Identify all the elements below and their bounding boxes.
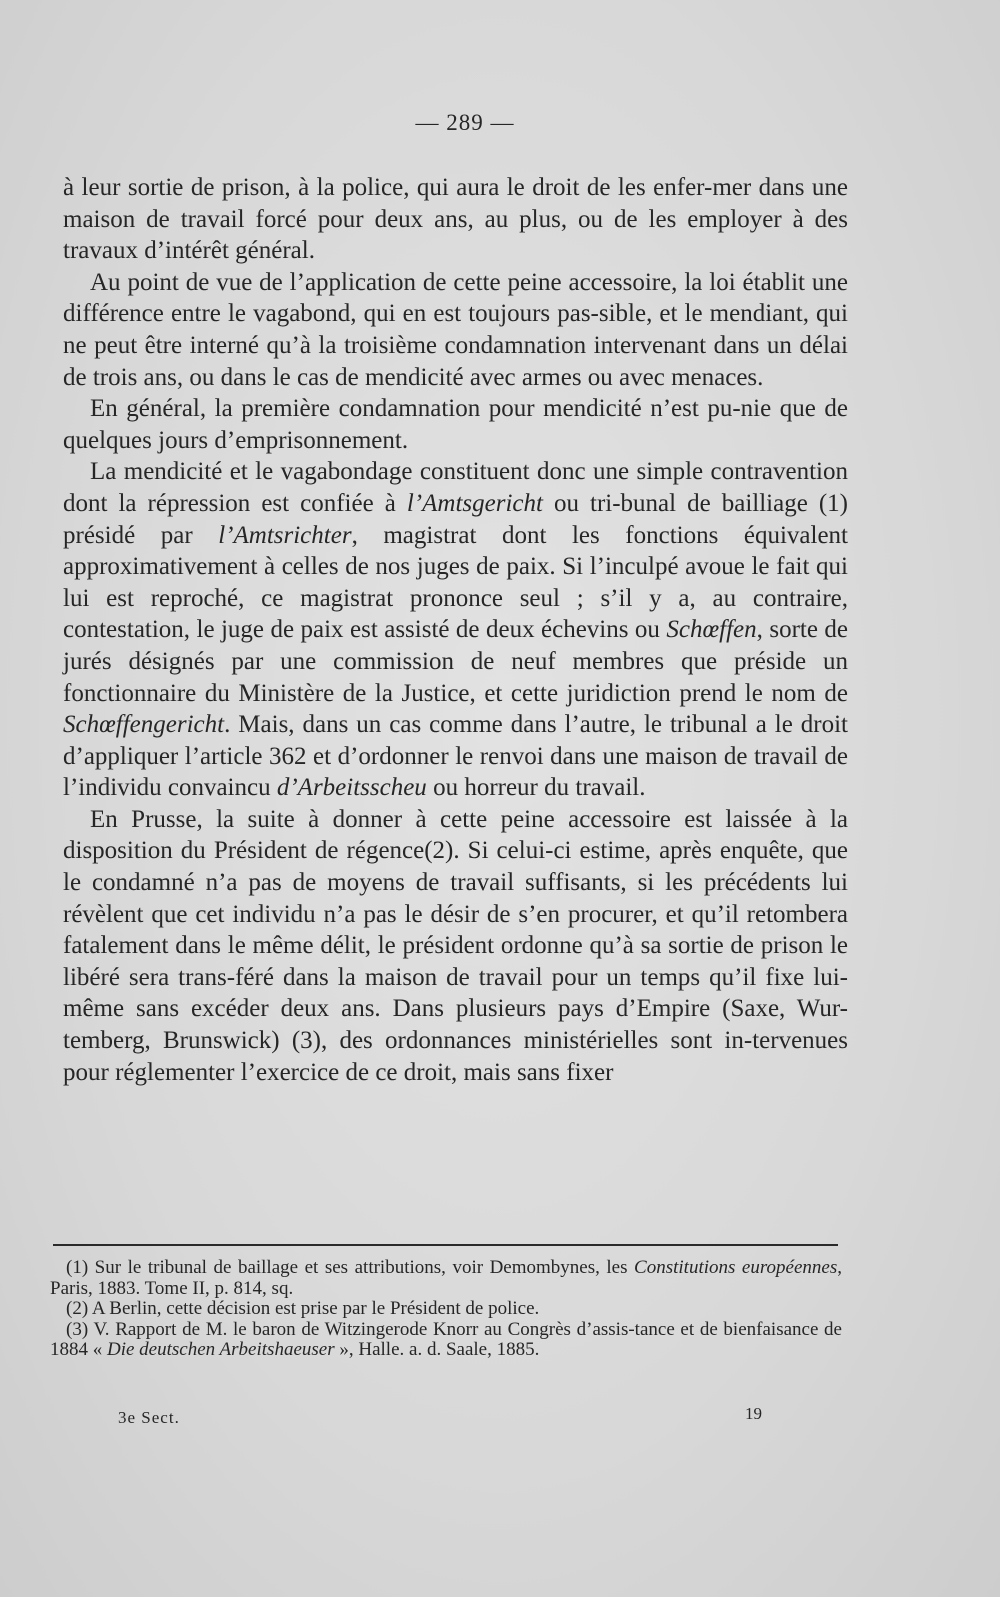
main-text [63, 172, 848, 1088]
footnote [50, 1258, 842, 1299]
text-run: (1) Sur le tribunal de baillage et ses attributions, voir Demombynes, les [66, 1257, 635, 1278]
text-run: . Mais, dans un cas comme dans l’autre, le tribunal a le droit d’appliquer l’article 362 et d’ordonner le renvoi dans une maison de travail de l’individu convaincu [63, 711, 848, 802]
text-run: En Prusse, la suite à donner à cette peine accessoire est laissée à la disposition du Président de régence(2). Si celui-ci estime, après enquête, que le condamné n’a pas de moyens de travail suffisants, si les précédents lui révèlent que cet individu n’a pas le désir de s’en procurer, et qu’il retombera fatalement dans le même délit, le président ordonne qu’à sa sortie de prison le libéré sera trans-féré dans la maison de travail pour un temps qu’il fixe lui-même sans excéder deux ans. Dans plusieurs pays d’Empire (Saxe, Wur-temberg, Brunswick) (3), des ordonnances ministérielles sont in-tervenues pour réglementer l’exercice de ce droit, mais sans fixer [63, 805, 848, 1086]
page-number: — 289 — [415, 110, 515, 135]
italic-term: l’Amtsrichter [218, 521, 352, 549]
italic-term: Schœffengericht [63, 711, 225, 739]
text-run: ou tri-bunal de bailliage (1) présidé par [63, 489, 848, 549]
text-run: ou horreur du travail. [426, 774, 646, 802]
paragraph [63, 267, 848, 393]
section-signature: 3e Sect. [118, 1408, 180, 1427]
italic-term: Die deutschen Arbeitshaeuser [107, 1339, 335, 1360]
italic-term: Schœffen [666, 616, 757, 644]
text-run: , Paris, 1883. Tome II, p. 814, sq. [50, 1257, 842, 1299]
italic-term: l’Amtsgericht [406, 489, 543, 517]
paragraph [63, 804, 848, 1088]
sheet-number: 19 [745, 1404, 762, 1423]
text-run: (2) A Berlin, cette décision est prise par le Président de police. [66, 1298, 540, 1319]
text-run: à leur sortie de prison, à la police, qui aura le droit de les enfer-mer dans une maison de travail forcé pour deux ans, au plus, ou de les employer à des travaux d’intérêt général. [63, 174, 848, 265]
text-run: Au point de vue de l’application de cette peine accessoire, la loi établit une différence entre le vagabond, qui en est toujours pas-sible, et le mendiant, qui ne peut être interné qu’à la troisième condamnation intervenant dans un délai de trois ans, ou dans le cas de mendicité avec armes ou avec menaces. [63, 268, 848, 391]
footnote [50, 1320, 842, 1361]
italic-term: Constitutions européennes [634, 1257, 838, 1278]
paragraph [63, 393, 848, 456]
footnotes [50, 1258, 842, 1361]
text-run: », Halle. a. d. Saale, 1885. [334, 1339, 540, 1360]
text-run: En général, la première condamnation pour mendicité n’est pu-nie que de quelques jours d’emprisonnement. [63, 395, 848, 454]
footnote [50, 1299, 842, 1320]
italic-term: d’Arbeitsscheu [276, 774, 427, 802]
text-run: (3) V. Rapport de M. le baron de Witzingerode Knorr au Congrès d’assis-tance et de bienfaisance de 1884 « [50, 1318, 842, 1360]
footnote-rule [53, 1244, 838, 1246]
paragraph [63, 456, 848, 804]
text-run: , sorte de jurés désignés par une commission de neuf membres que préside un fonctionnaire du Ministère de la Justice, et cette juridiction prend le nom de [63, 616, 848, 707]
text-run: La mendicité et le vagabondage constituent donc une simple contravention dont la répression est confiée à [63, 458, 848, 517]
paragraph [63, 172, 848, 267]
text-run: , magistrat dont les fonctions équivalent approximativement à celles de nos juges de paix. Si l’inculpé avoue le fait qui lui est reproché, ce magistrat prononce seul ; s’il y a, au contraire, contestation, le juge de paix est assisté de deux échevins ou [63, 521, 848, 644]
